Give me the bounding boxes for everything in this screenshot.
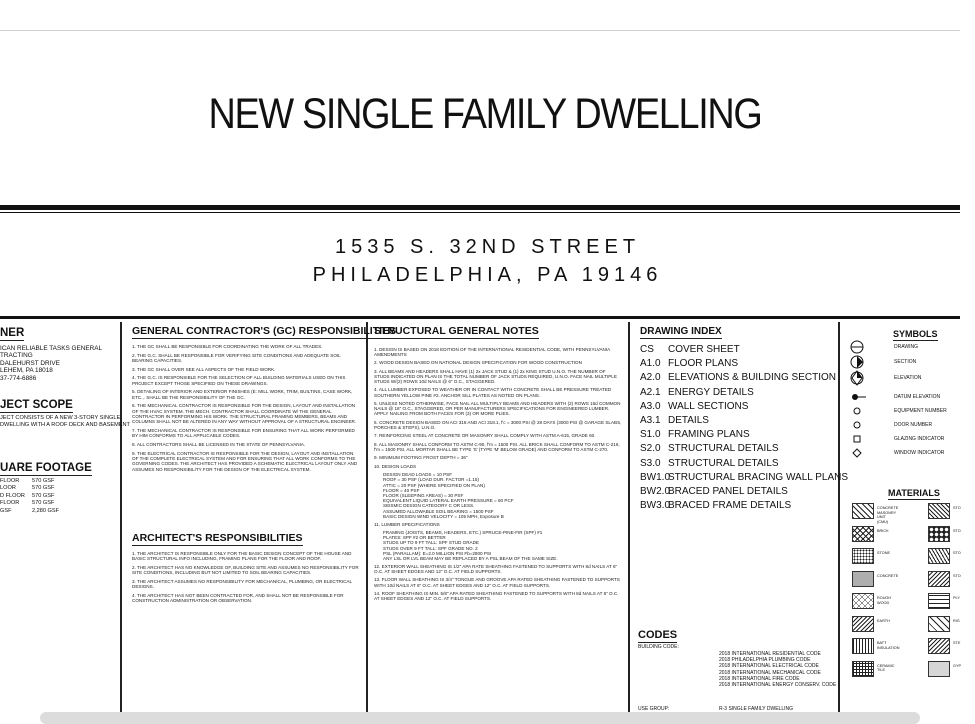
square-footage-label: FLOOR <box>0 478 20 484</box>
note-item: 2. THE ARCHITECT HAS NO KNOWLEDGE OF, BUILDING SITE AND ASSUMES NO RESPONSIBILITY FOR SITE CONDITIONS, INCLUDING BUT NOT LIMITED TO SOIL BEARING CAPACITIES. <box>132 565 359 576</box>
square-footage-row <box>0 493 70 500</box>
materials-legend <box>848 500 960 680</box>
square-footage-label: GSF <box>0 507 12 514</box>
material-label: EARTH <box>877 618 890 623</box>
material-label: BATT INSULATION <box>877 641 900 650</box>
structural-note: 12. EXTERIOR WALL SHEATHING IS 1/2" APA RATE SHEATHING FASTENED TO SUPPORTS WITH 8d NAILS AT 6" O.C. AT SHEET EDGES AND 12" O.C. AT FIELD SUPPORTS. <box>374 563 618 574</box>
drawing-name: ELEVATIONS & BUILDING SECTION <box>668 372 836 384</box>
drawing-index-row <box>640 343 848 357</box>
drawing-index-row <box>640 428 848 442</box>
square-footage-label: LOOR <box>0 485 16 492</box>
symbol-label: WINDOW INDICATOR <box>894 450 945 456</box>
square-footage-table <box>0 478 70 515</box>
equipment-number-icon <box>848 404 868 418</box>
symbol-label: ELEVATION <box>894 375 922 381</box>
drawing-code: BW2.0 <box>640 486 671 498</box>
material-label: CONCRETE MASONRY UNIT (CMU) <box>877 506 899 524</box>
note-item: 4. THE G.C. IS RESPONSIBLE FOR THE SELECTION OF ALL BUILDING MATERIALS USED ON THIS PROJECT EXCEPT THOSE SPECIFIED ON THESE DRAWINGS. <box>132 375 346 386</box>
column-divider-3 <box>628 322 630 720</box>
structural-note: 1. DESIGN IS BASED ON 2018 EDITION OF THE INTERNATIONAL RESIDENTIAL CODE, WITH PENNSYLVANIA AMENDMENTS <box>374 346 610 357</box>
drawing-name: FRAMING PLANS <box>668 429 750 441</box>
symbol-row <box>848 446 944 460</box>
drawing-code: A3.0 <box>640 400 661 412</box>
drawing-name: COVER SHEET <box>668 344 740 355</box>
top-border-line <box>0 30 960 31</box>
drawing-code: BW3.0 <box>640 500 671 512</box>
project-scope-heading: JECT SCOPE <box>0 399 73 411</box>
address-street: 1535 S. 32ND STREET <box>334 236 641 258</box>
symbols-legend <box>848 340 960 470</box>
material-swatch <box>852 616 874 632</box>
note-item: 6. THE MECHANICAL CONTRACTOR IS RESPONSIBLE FOR THE DESIGN, LAYOUT AND INSTALLATION OF THE HVAC SYSTEM. THE MECH. CONTRACTOR SHALL COORDINATE W/ THE GENERAL CONTRACTOR IN PERFORMING HIS WORK. THE STRUCTURAL FRAMING MEMBERS, BEAMS AND COLUMNS SHALL NOT BE ALTERED IN ANY WAY WITHOUT APPROVAL OF A STRUCTURAL ENGINEER. <box>132 403 357 425</box>
drawing-code: S3.0 <box>640 457 661 469</box>
title-divider-thick <box>0 205 960 210</box>
structural-note: PLATES: SPF #2 OR BETTER <box>383 535 446 541</box>
materials-heading: MATERIALS <box>888 488 940 498</box>
code-item: 2018 INTERNATIONAL ELECTRICAL CODE <box>719 663 819 670</box>
material-swatch <box>928 526 950 542</box>
gc-responsibilities-heading: GENERAL CONTRACTOR'S (GC) RESPONSIBILITIES <box>132 325 397 337</box>
structural-note: ANY LSL OR LVL BEAM MAY BE REPLACED BY A PSL BEAM OF THE SAME SIZE. <box>383 555 558 561</box>
drawing-index-row <box>640 371 848 385</box>
glazing-indicator-icon <box>848 432 868 446</box>
title-divider-thin <box>0 212 960 213</box>
drawing-code: A2.1 <box>640 386 661 398</box>
square-footage-value: 570 GSF <box>32 492 55 499</box>
building-code-label: BUILDING CODE: <box>638 644 679 650</box>
structural-note: 6. CONCRETE DESIGN BASED ON ACI 318 AND ACI 318.1, f'c = 3000 PSI @ 28 DAYS (3000 PSI @ GARAGE SLABS, PORCHES & STEPS), U.N.O. <box>374 419 622 430</box>
drawing-index-row <box>640 414 848 428</box>
structural-note: BASIC DESIGN WIND VELOCITY = 105 MPH, Exposure B <box>383 513 504 519</box>
material-label: ROUGH WOOD <box>877 596 892 605</box>
drawing-name: STRUCTURAL DETAILS <box>668 443 779 455</box>
square-footage-value: 2,280 GSF <box>32 507 60 514</box>
structural-note: DESIGN DEAD LOADS = 10 PSF <box>383 472 453 478</box>
material-label: CERAMIC TILE <box>877 663 895 673</box>
symbol-row <box>848 371 921 385</box>
gc-responsibilities-list <box>132 344 360 475</box>
material-swatch <box>852 661 874 677</box>
material-swatch <box>852 593 874 609</box>
material-label: CONCRETE <box>877 573 899 578</box>
drawing-code: S2.0 <box>640 443 661 455</box>
note-item: 3. THE ARCHITECT ASSUMES NO RESPONSIBILITY FOR MECHANICAL, PLUMBING, OR ELECTRICAL DESIGNS. <box>132 579 352 590</box>
square-footage-row <box>0 485 70 492</box>
structural-note: ROOF = 30 PSF (LOAD DUR. FACTOR =1.15) <box>383 477 479 483</box>
structural-note: 14. ROOF SHEATHING IS MIN. 5/8" APA RATED SHEATHING FASTENED TO SUPPORTS WITH 8d NAILS AT 6" O.C. AT SHEET EDGES AND 12" O.C. AT FIELD SUPPORTS. <box>374 590 619 602</box>
drawing-code: S1.0 <box>640 429 661 441</box>
codes-list <box>719 651 836 688</box>
structural-note: 10. DESIGN LOADS <box>374 463 417 469</box>
address-city: PHILADELPHIA, PA 19146 <box>312 264 663 286</box>
square-footage-value: 570 GSF <box>32 500 55 507</box>
material-label: STO <box>953 506 961 510</box>
drawing-code: A3.1 <box>640 415 661 427</box>
elevation-symbol-icon <box>848 371 868 385</box>
owner-line: ICAN RELIABLE TASKS GENERAL <box>0 345 103 352</box>
drawing-code: A2.0 <box>640 372 661 384</box>
drawing-index-row <box>640 499 848 513</box>
notes-top-border <box>0 316 960 319</box>
structural-note: 9. MINIMUM FOOTING FROST DEPTH = 36" <box>374 455 468 461</box>
structural-note: 2. WOOD DESIGN BASED ON NATIONAL DESIGN SPECIFICATION FOR WOOD CONSTRUCTION <box>374 360 582 366</box>
note-item: 9. THE ELECTRICAL CONTRACTOR IS RESPONSIBLE FOR THE DESIGN, LAYOUT AND INSTALLATION OF THE COMPLETE ELECTRICAL SYSTEM AND FOR ENSURING THAT ALL WORK CONFORMS TO THE GOVERNING CODES. THE ARCHITECT HAS PROVIDED A SCHEMATIC ELECTRICAL LAYOUT ONLY AND ASSUMES NO RESPONSIBILITY FOR THE DESIGN OF THE ELECTRICAL SYSTEM. <box>132 450 358 472</box>
material-label: STO <box>953 528 961 533</box>
symbols-heading: SYMBOLS <box>893 329 938 339</box>
symbol-row <box>848 390 940 404</box>
drawing-index-row <box>640 442 848 456</box>
code-item: 2018 INTERNATIONAL MECHANICAL CODE <box>719 669 821 676</box>
structural-note: 11. LUMBER SPECIFICATIONS <box>374 521 440 527</box>
drawing-index-row <box>640 357 848 371</box>
note-item: 4. THE ARCHITECT HAS NOT BEEN CONTRACTED FOR, AND SHALL NOT BE RESPONSIBLE FOR CONSTRUCTION ADMINISTRATION OR OBSERVATION. <box>132 593 344 604</box>
material-swatch <box>928 571 950 587</box>
drawing-name: BRACED PANEL DETAILS <box>668 486 788 498</box>
material-swatch <box>928 661 950 677</box>
structural-note: 3. ALL BEAMS AND HEADERS SHALL HAVE (1) 2x JACK STUD & (1) 2x KING STUD U.N.O. THE NUMBER OF STUDS INDICATED ON PLAN IS THE TOTAL NUMBER OF JACK STUDS REQUIRED, U.N.O. FACE NAIL MULTIPLE STUDS W/(2) ROWS 10d NAILS @ 6" O.C., STAGGERED. <box>374 368 617 384</box>
symbol-label: GLAZING INDICATOR <box>894 436 945 442</box>
section-symbol-icon <box>848 355 868 369</box>
structural-note: ATTIC = 20 PSF (WHERE SPECIFIED ON PLAN) <box>383 482 485 488</box>
material-swatch <box>928 503 950 519</box>
symbol-row <box>848 432 944 446</box>
material-label: STO <box>953 551 961 555</box>
square-footage-label: D FLOOR <box>0 492 25 499</box>
drawing-code: A1.0 <box>640 358 661 370</box>
material-label: GYP <box>953 663 962 668</box>
scope-line: JECT CONSISTS OF A NEW 3-STORY SINGLE <box>0 415 121 421</box>
structural-note: PSL (PARALLAM): E=2.0 MILLION PSI Fb=2900 PSI <box>383 550 492 556</box>
drawing-index-row <box>640 386 848 400</box>
material-swatch <box>928 548 950 564</box>
note-item: 1. THE ARCHITECT IS RESPONSIBLE ONLY FOR THE BASIC DESIGN CONCEPT OF THE HOUSE AND BASIC STRUCTURAL INFO INCLUDING, FRAMING PLANS FOR THE FLOOR AND ROOF. <box>132 551 352 562</box>
square-footage-row <box>0 508 70 515</box>
code-item: 2018 INTERNATIONAL FIRE CODE <box>719 675 800 682</box>
window-indicator-icon <box>848 446 868 460</box>
square-footage-heading: UARE FOOTAGE <box>0 462 92 474</box>
material-swatch <box>928 638 950 654</box>
scope-line: DWELLING WITH A ROOF DECK AND BASEMENT <box>0 422 130 429</box>
structural-notes-heading: STRUCTURAL GENERAL NOTES <box>374 325 539 337</box>
symbol-label: DRAWING <box>894 344 918 350</box>
use-group-label: USE GROUP: <box>638 706 670 712</box>
owner-line: 37-774-6886 <box>0 374 37 382</box>
drawing-index-row <box>640 485 848 499</box>
structural-note: FLOOR (SLEEPING AREAS) = 30 PSF <box>383 492 464 498</box>
drawing-index-row <box>640 471 848 485</box>
drawing-symbol-icon <box>848 340 868 354</box>
drawing-index-row <box>640 400 848 414</box>
project-scope-text <box>0 415 130 430</box>
owner-heading: NER <box>0 327 25 339</box>
use-group-value: R-3 SINGLE FAMILY DWELLING <box>719 706 794 712</box>
material-swatch <box>852 503 874 519</box>
material-label: PLY <box>953 596 960 600</box>
structural-note: ASSUMED ALLOWABLE SOIL BEARING = 1500 PSF <box>383 508 494 514</box>
structural-note: SEISMIC DESIGN CATEGORY C OR LESS. <box>383 503 475 509</box>
square-footage-value: 570 GSF <box>32 478 55 484</box>
square-footage-row <box>0 500 70 507</box>
material-label: BRICK <box>877 528 889 533</box>
structural-note: 4. ALL LUMBER EXPOSED TO WEATHER OR IN CONTACT WITH CONCRETE SHALL BE PRESSURE TREATED SOUTHERN YELLOW PINE #2. ANCHOR SILL PLATES AS NOTED ON PLANS. <box>374 387 612 398</box>
note-item: 7. THE MECHANICAL CONTRACTOR IS RESPONSIBLE FOR ENSURING THAT ALL WORK PERFORMED BY HIM CONFORMS TO ALL APPLICABLE CODES. <box>132 428 355 439</box>
symbol-label: DATUM ELEVATION <box>894 394 941 400</box>
square-footage-row <box>0 478 70 485</box>
structural-note: STUDS UP TO 9 FT TALL: SPF STUD GRADE <box>383 540 479 546</box>
drawing-name: STRUCTURAL BRACING WALL PLANS <box>668 471 849 483</box>
architect-responsibilities-heading: ARCHITECT'S RESPONSIBILITIES <box>132 532 303 544</box>
horizontal-scrollbar[interactable] <box>40 712 920 724</box>
material-swatch <box>928 616 950 632</box>
square-footage-label: FLOOR <box>0 500 20 507</box>
drawing-name: ENERGY DETAILS <box>668 386 754 398</box>
drawing-name: BRACED FRAME DETAILS <box>668 500 792 512</box>
material-swatch <box>852 571 874 587</box>
structural-note: 5. UNLESS NOTED OTHERWISE, FACE NAIL ALL MULTIPLY BEAMS AND HEADERS WITH (2) ROWS 16d COMMON NAILS @ 16" O.C., STAGGERED, OR PER MANUFACTURERS SPECIFICATIONS FOR ENGINEERED LUMBER. APPLY NAILING FROM BOTH FACES FOR (3) OR MORE PLIES. <box>374 400 621 417</box>
material-swatch <box>852 548 874 564</box>
note-item: 1. THE GC SHALL BE RESPONSIBLE FOR COORDINATING THE WORK OF ALL TRADES. <box>132 344 323 349</box>
note-item: 5. DETAILING OF INTERIOR AND EXTERIOR FINISHES (E: MILL WORK, TRIM, BUILTINS, CASE WORK, ETC.,. SHALL BE THE RESPONSIBILITY OF THE GC. <box>132 389 353 400</box>
code-item: 2018 INTERNATIONAL RESIDENTIAL CODE <box>719 651 821 657</box>
symbol-label: SECTION <box>894 359 917 365</box>
structural-note: 7. REINFORCING STEEL AT CONCRETE OR MASONRY SHALL COMPLY WITH ASTM A-615, GRADE 60. <box>374 433 596 439</box>
owner-line: DALEHURST DRIVE <box>0 359 60 367</box>
drawing-name: FLOOR PLANS <box>668 358 739 370</box>
material-swatch <box>928 593 950 609</box>
drawing-index-list <box>640 343 848 513</box>
material-swatch <box>852 638 874 654</box>
structural-note: FRAMING (JOISTS, BEAMS, HEADERS, ETC.) SPRUCE-PINE-FIR (SPF) #1 <box>383 529 543 535</box>
code-item: 2018 INTERNATIONAL ENERGY CONSERV. CODE <box>719 682 837 689</box>
datum-elevation-icon <box>848 390 868 404</box>
owner-info <box>0 345 102 382</box>
note-item: 8. ALL CONTRACTORS SHALL BE LICENSED IN THE STATE OF PENNSYLVANIA. <box>132 442 306 447</box>
structural-note: 8. ALL MASONRY SHALL CONFORM TO ASTM C-90, f'm = 1500 PSI. ALL BRICK SHALL CONFORM TO ASTM C-216, f'm = 1500 PSI. ALL MORTAR SHALL BE TYPE 'S' (TYPE 'M' BELOW GRADE) AND CONFORM TO ASTM C-270. <box>374 441 620 452</box>
drawing-code: BW1.0 <box>640 471 671 483</box>
drawing-name: WALL SECTIONS <box>668 400 749 412</box>
drawing-name: DETAILS <box>668 415 709 427</box>
material-label: STO <box>953 573 961 578</box>
symbol-row <box>848 340 918 354</box>
symbol-row <box>848 418 932 432</box>
drawing-code: CS <box>640 344 654 355</box>
codes-heading: CODES <box>638 629 678 641</box>
material-swatch <box>852 526 874 542</box>
structural-notes-list <box>374 344 622 605</box>
note-item: 3. THE GC SHALL OVER SEE ALL ASPECTS OF THE FIELD WORK. <box>132 366 276 372</box>
door-number-icon <box>848 418 868 432</box>
symbol-label: DOOR NUMBER <box>894 422 933 428</box>
symbol-row <box>848 355 916 369</box>
sheet-title: NEW SINGLE FAMILY DWELLING <box>208 90 762 138</box>
material-label: STE <box>953 641 961 645</box>
column-divider-2 <box>366 322 368 720</box>
owner-line: TRACTING <box>0 352 33 360</box>
structural-note: 13. FLOOR WALL SHEATHING IS 3/4" TONGUE AND GROOVE APA RATED SHEATHING FASTENED TO SUPPORTS WITH 10d NAILS AT 6" O.C. AT SHEET EDGES AND 12" O.C. AT FIELD SUPPORTS. <box>374 577 620 588</box>
code-item: 2018 PHILADELPHIA PLUMBING CODE <box>719 657 811 664</box>
square-footage-value: 570 GSF <box>32 485 55 492</box>
structural-note: STUDS OVER 9 FT TALL: SPF GRADE NO. 2 <box>383 545 478 551</box>
drawing-index-row <box>640 457 848 471</box>
drawing-name: STRUCTURAL DETAILS <box>668 457 779 469</box>
column-divider-1 <box>120 322 122 720</box>
structural-note: EQUIVALENT LIQUID LATERAL EARTH PRESSURE = 60 PCF <box>383 498 514 504</box>
architect-responsibilities-list <box>132 551 360 607</box>
symbol-row <box>848 404 947 418</box>
material-label: STONE <box>877 551 891 555</box>
owner-line: LEHEM, PA 18018 <box>0 367 53 375</box>
note-item: 2. THE G.C. SHALL BE RESPONSIBLE FOR VERIFYING SITE CONDITIONS AND ADEQUATE SOIL BEARING CAPACITIES. <box>132 352 341 363</box>
structural-note: FLOOR = 40 PSF <box>383 487 420 493</box>
symbol-label: EQUIPMENT NUMBER <box>894 408 947 414</box>
material-label: RIG <box>953 618 960 623</box>
drawing-index-heading: DRAWING INDEX <box>640 326 722 337</box>
